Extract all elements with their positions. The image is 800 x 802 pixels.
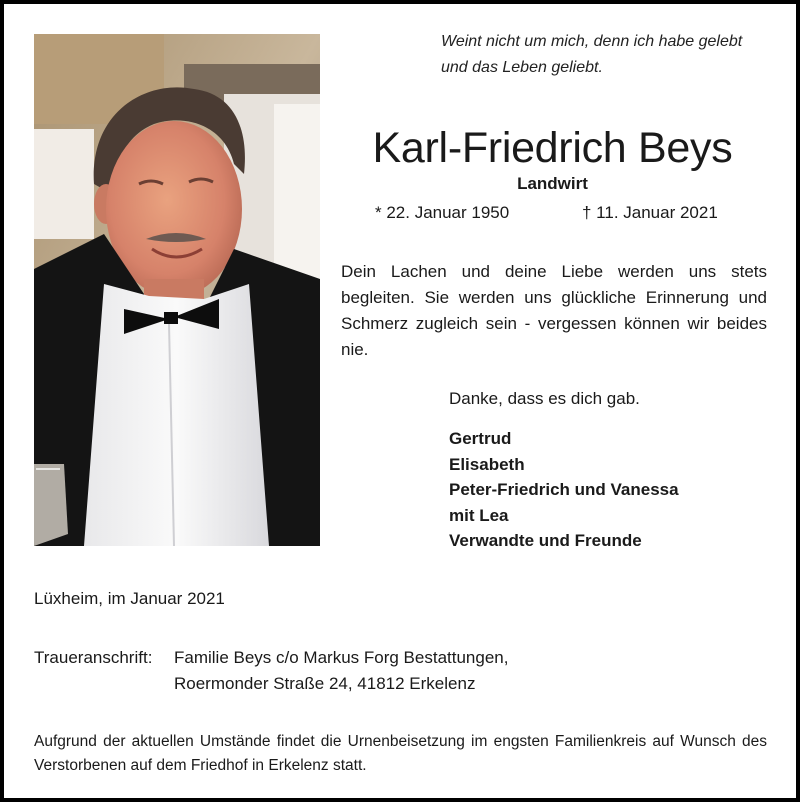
place-and-date: Lüxheim, im Januar 2021 xyxy=(34,589,225,608)
burial-notice: Aufgrund der aktuellen Umstände findet die Urnenbeisetzung im engsten Familienkreis auf Wunsch des Verstorbenen auf dem Friedhof in Erkelenz statt. xyxy=(34,733,767,774)
tribute-text: Dein Lachen und deine Liebe werden uns stets begleiten. Sie werden uns glückliche Erinnerung und Schmerz zugleich sein - vergessen können wir beides nie. xyxy=(341,262,767,359)
mourner-name: Peter-Friedrich und Vanessa xyxy=(449,480,679,499)
thanks-line: Danke, dass es dich gab. xyxy=(449,389,640,408)
mourner-name: Verwandte und Freunde xyxy=(449,531,642,550)
motto-line-1: Weint nicht um mich, denn ich habe gelebt xyxy=(441,33,743,50)
mourner-name: Elisabeth xyxy=(449,454,525,474)
mourner-name: Gertrud xyxy=(449,429,512,448)
deceased-name: Karl-Friedrich Beys xyxy=(372,124,733,172)
mourner-name: mit Lea xyxy=(449,505,509,525)
death-date: † 11. Januar 2021 xyxy=(582,203,718,222)
mourners-list xyxy=(449,426,679,554)
motto-line-2: und das Leben geliebt. xyxy=(441,59,603,76)
address-line-2: Roermonder Straße 24, 41812 Erkelenz xyxy=(174,674,476,693)
deceased-occupation: Landwirt xyxy=(517,174,588,193)
address-line-1: Familie Beys c/o Markus Forg Bestattungen, xyxy=(174,648,509,667)
birth-date: * 22. Januar 1950 xyxy=(375,203,510,222)
portrait-photo xyxy=(34,34,320,546)
motto xyxy=(441,29,781,81)
address-label: Traueranschrift: xyxy=(34,648,153,667)
